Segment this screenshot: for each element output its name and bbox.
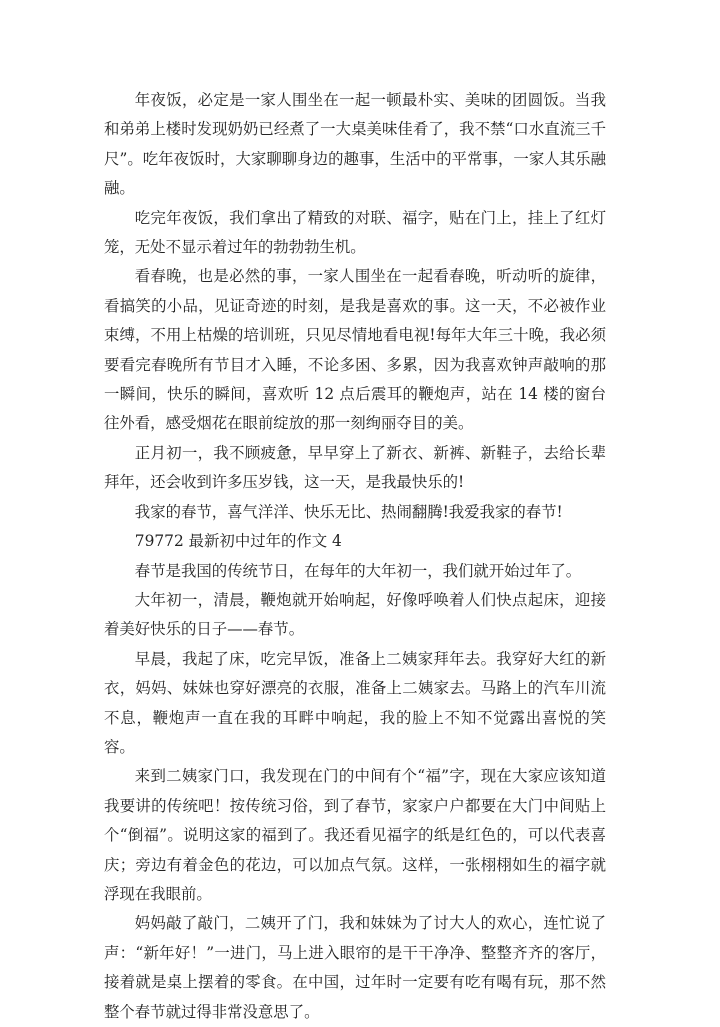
paragraph-new-year-dinner: 年夜饭，必定是一家人围坐在一起一顿最朴实、美味的团圆饭。当我和弟弟上楼时发现奶奶已经煮了一大桌美味佳肴了，我不禁“口水直流三千尺”。吃年夜饭时，大家聊聊身边的趣事，生活中的平常事，一家人其乐融融。 (104, 91, 606, 198)
document-body (104, 86, 606, 1027)
paragraph-couplets: 吃完年夜饭，我们拿出了精致的对联、福字，贴在门上，挂上了红灯笼，无处不显示着过年的勃勃勃生机。 (104, 208, 606, 257)
paragraph-visit-aunt: 早晨，我起了床，吃完早饭，准备上二姨家拜年去。我穿好大红的新衣，妈妈、妹妹也穿好漂亮的衣服，准备上二姨家去。马路上的汽车川流不息，鞭炮声一直在我的耳畔中响起，我的脸上不知不觉露出喜悦的笑容。 (104, 649, 606, 756)
paragraph-greeting: 妈妈敲了敲门，二姨开了门，我和妹妹为了讨大人的欢心，连忙说了声：“新年好！”一进门，马上进入眼帘的是干干净净、整整齐齐的客厅，接着就是桌上摆着的零食。在中国，过年时一定要有吃有喝有玩，那不然整个春节就过得非常没意思了。 (104, 914, 606, 1021)
paragraph-firecrackers-morning: 大年初一，清晨，鞭炮就开始响起，好像呼唤着人们快点起床，迎接着美好快乐的日子——春节。 (104, 590, 606, 639)
paragraph-my-family-festival: 我家的春节，喜气洋洋、快乐无比、热闹翻腾!我爱我家的春节! (134, 502, 563, 521)
essay-heading: 79772 最新初中过年的作文 4 (134, 532, 342, 551)
paragraph-first-day: 正月初一，我不顾疲惫，早早穿上了新衣、新裤、新鞋子，去给长辈拜年，还会收到许多压岁钱，这一天，是我最快乐的! (104, 443, 606, 492)
paragraph-fu-character: 来到二姨家门口，我发现在门的中间有个“福”字，现在大家应该知道我要讲的传统吧！按传统习俗，到了春节，家家户户都要在大门中间贴上个“倒福”。说明这家的福到了。我还看见福字的纸是红色的，可以代表喜庆；旁边有着金色的花边，可以加点气氛。这样，一张栩栩如生的福字就浮现在我眼前。 (104, 767, 606, 903)
paragraph-spring-gala: 看春晚，也是必然的事，一家人围坐在一起看春晚，听动听的旋律，看搞笑的小品，见证奇迹的时刻，是我是喜欢的事。这一天，不必被作业束缚，不用上枯燥的培训班，只见尽情地看电视!每年大年三十晚，我必须要看完春晚所有节目才入睡，不论多困、多累，因为我喜欢钟声敲响的那一瞬间，快乐的瞬间，喜欢听 12 点后震耳的鞭炮声，站在 14 楼的窗台往外看，感受烟花在眼前绽放的那一刻绚丽夺目的美。 (104, 267, 606, 433)
paragraph-traditional-festival: 春节是我国的传统节日，在每年的大年初一，我们就开始过年了。 (134, 561, 582, 580)
